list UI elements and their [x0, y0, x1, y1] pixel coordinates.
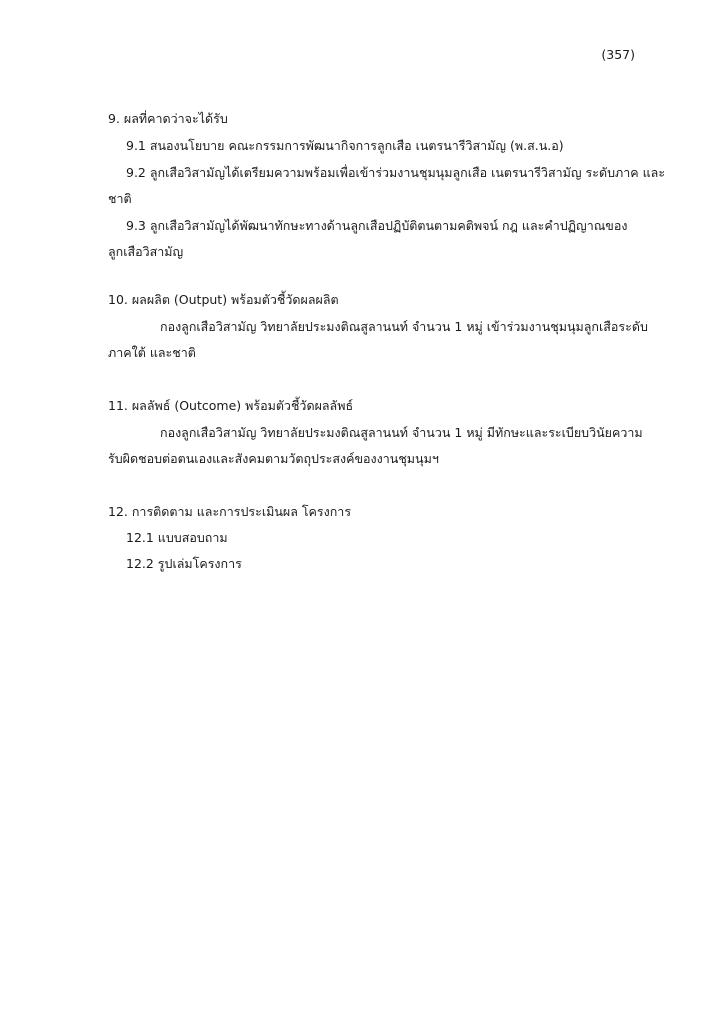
list-item-continuation: ลูกเสือวิสามัญ [108, 244, 184, 259]
section-heading: 9. ผลที่คาดว่าจะได้รับ [108, 111, 228, 126]
list-item: 9.2 ลูกเสือวิสามัญได้เตรียมความพร้อมเพื่อเข้าร่วมงานชุมนุมลูกเสือ เนตรนารีวิสามัญ ระดับภาค และ [126, 165, 666, 180]
section-heading: 10. ผลผลิต (Output) พร้อมตัวชี้วัดผลผลิต [108, 292, 339, 307]
section-heading: 11. ผลลัพธ์ (Outcome) พร้อมตัวชี้วัดผลลัพธ์ [108, 398, 354, 413]
section-heading: 12. การติดตาม และการประเมินผล โครงการ [108, 504, 352, 519]
list-item-continuation: ชาติ [108, 191, 132, 206]
page-number: (357) [601, 47, 635, 62]
list-item: 9.1 สนองนโยบาย คณะกรรมการพัฒนากิจการลูกเสือ เนตรนารีวิสามัญ (พ.ส.น.อ) [126, 138, 564, 153]
list-item: 12.2 รูปเล่มโครงการ [126, 556, 242, 571]
paragraph-line: กองลูกเสือวิสามัญ วิทยาลัยประมงติณสูลานนท์ จำนวน 1 หมู่ เข้าร่วมงานชุมนุมลูกเสือระดับ [160, 319, 648, 334]
paragraph-line: ภาคใต้ และชาติ [108, 345, 196, 360]
paragraph-line: กองลูกเสือวิสามัญ วิทยาลัยประมงติณสูลานนท์ จำนวน 1 หมู่ มีทักษะและระเบียบวินัยความ [160, 425, 643, 440]
list-item: 9.3 ลูกเสือวิสามัญได้พัฒนาทักษะทางด้านลูกเสือปฏิบัติตนตามคติพจน์ กฎ และคำปฏิญาณของ [126, 218, 628, 233]
list-item: 12.1 แบบสอบถาม [126, 530, 228, 545]
paragraph-line: รับผิดชอบต่อตนเองและสังคมตามวัตถุประสงค์ของงานชุมนุมฯ [108, 451, 439, 466]
